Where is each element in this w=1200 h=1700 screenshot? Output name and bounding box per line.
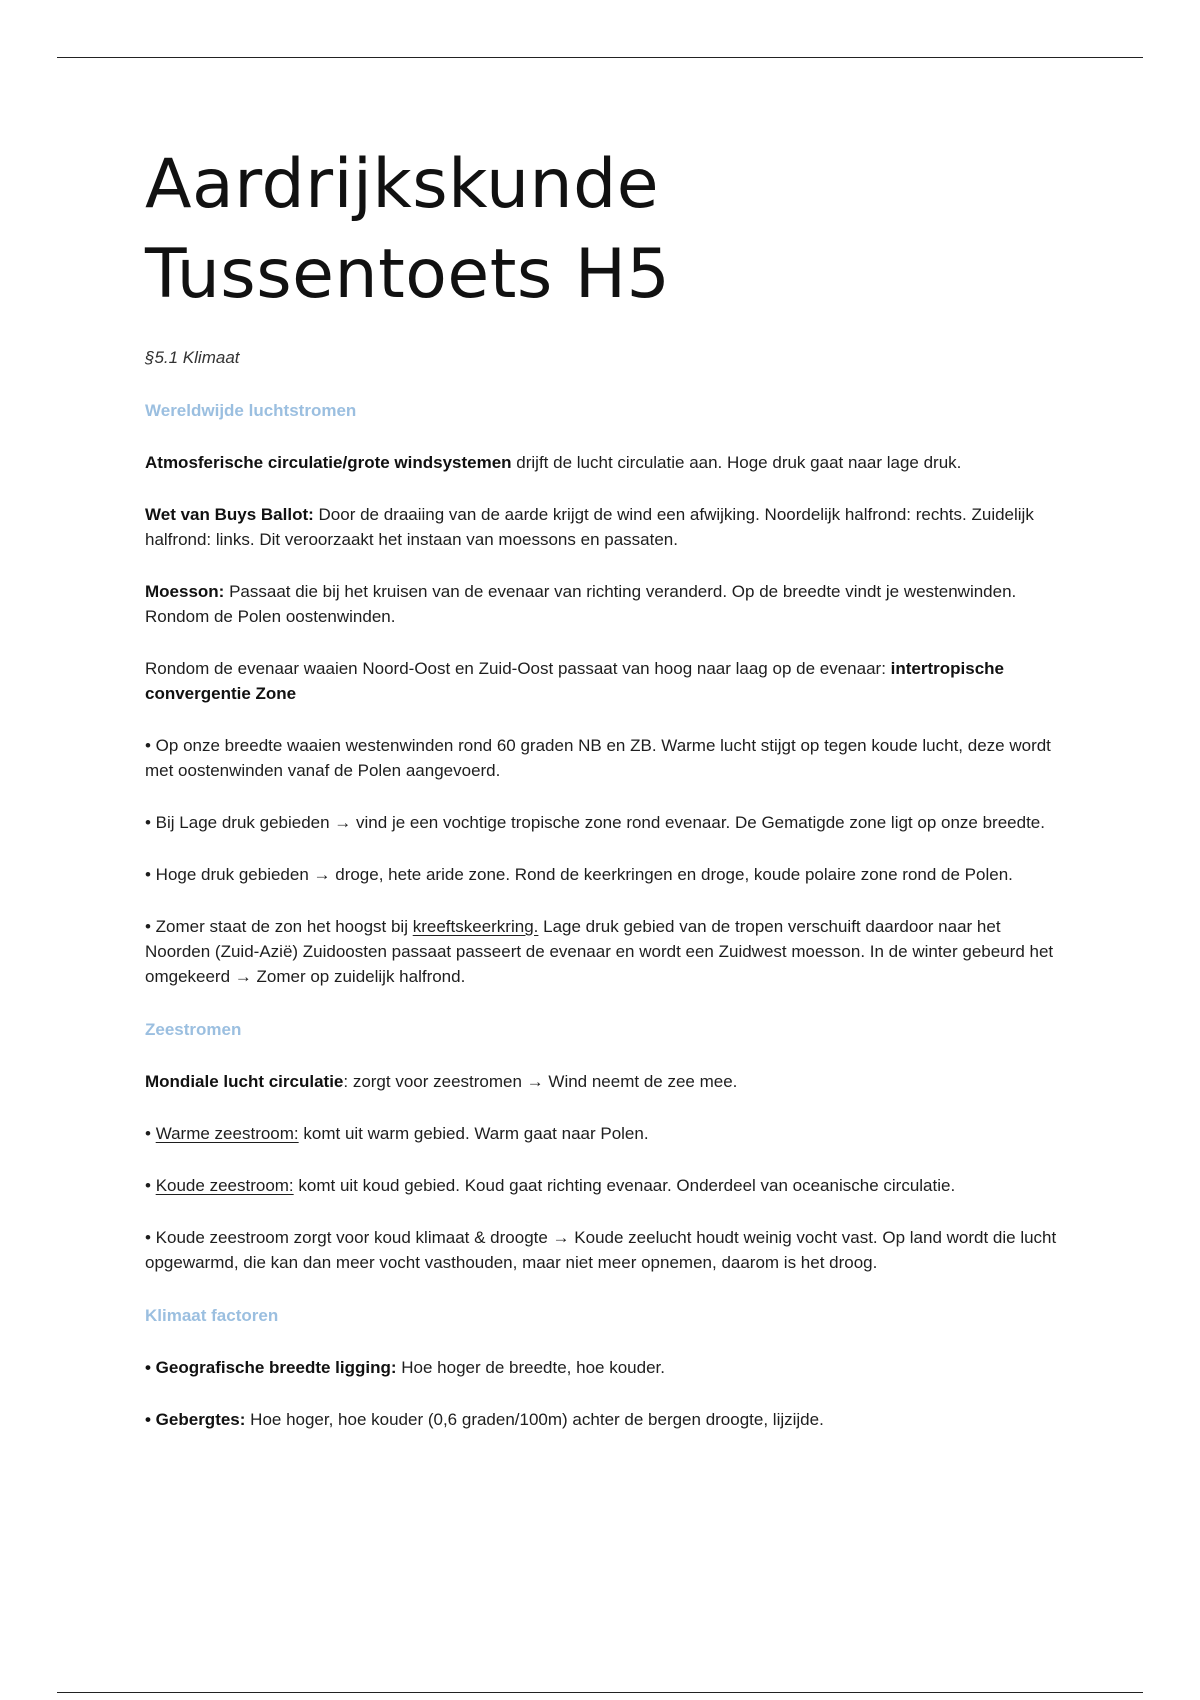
text: Lage druk gebied van de tropen verschuift daardoor naar het Noorden (Zuid-Azië) Zuidoosten passaat passeert de evenaar en wordt een Zuidwest moesson. In de winter gebeurd het omgekeerd → Zomer op zuidelijk halfrond.	[145, 917, 1054, 986]
top-rule	[57, 57, 1143, 58]
paragraph-moesson	[145, 579, 1065, 629]
term: intertropische convergentie Zone	[145, 659, 1004, 703]
definition: : zorgt voor zeestromen → Wind neemt de zee mee.	[343, 1072, 738, 1091]
term: Wet van Buys Ballot:	[145, 505, 314, 524]
bullet-gebergtes	[145, 1407, 1065, 1432]
bullet-lage-druk: • Bij Lage druk gebieden → vind je een vochtige tropische zone rond evenaar. De Gematigde zone ligt op onze breedte.	[145, 813, 1045, 832]
text: Rondom de evenaar waaien Noord-Oost en Zuid-Oost passaat van hoog naar laag op de evenaar:	[145, 659, 891, 678]
paragraph-atmosferische-circulatie	[145, 450, 1065, 475]
underlined-term: Warme zeestroom:	[155, 1124, 299, 1143]
bottom-rule	[57, 1692, 1143, 1693]
definition: komt uit warm gebied. Warm gaat naar Polen.	[298, 1124, 649, 1143]
paragraph-buys-ballot	[145, 502, 1065, 552]
subheading-klimaat-factoren: Klimaat factoren	[145, 1306, 279, 1325]
section-heading: §5.1 Klimaat	[145, 348, 240, 367]
term: • Geografische breedte ligging:	[145, 1358, 397, 1377]
term: Mondiale lucht circulatie	[145, 1072, 344, 1091]
bullet: •	[145, 1176, 156, 1195]
term: • Gebergtes:	[145, 1410, 246, 1429]
bullet-westenwinden: • Op onze breedte waaien westenwinden rond 60 graden NB en ZB. Warme lucht stijgt op tegen koude lucht, deze wordt met oostenwinden vanaf de Polen aangevoerd.	[145, 736, 1051, 780]
document-title	[145, 140, 1065, 320]
underlined-term: Koude zeestroom:	[155, 1176, 294, 1195]
definition: Passaat die bij het kruisen van de evenaar van richting veranderd. Op de breedte vindt je westenwinden. Rondom de Polen oostenwinden.	[145, 582, 1017, 626]
subheading-luchtstromen: Wereldwijde luchtstromen	[145, 401, 357, 420]
bullet-koude-zeestroom	[145, 1173, 1065, 1198]
definition: Hoe hoger, hoe kouder (0,6 graden/100m) achter de bergen droogte, lijzijde.	[245, 1410, 824, 1429]
definition: drijft de lucht circulatie aan. Hoge druk gaat naar lage druk.	[511, 453, 962, 472]
bullet-koud-klimaat: • Koude zeestroom zorgt voor koud klimaat & droogte → Koude zeelucht houdt weinig vocht vast. Op land wordt die lucht opgewarmd, die kan dan meer vocht vasthouden, maar niet meer opnemen, daarom is het droog.	[145, 1228, 1057, 1272]
bullet-warme-zeestroom	[145, 1121, 1065, 1146]
bullet: •	[145, 1124, 156, 1143]
paragraph-mondiale-circulatie	[145, 1069, 1065, 1094]
subheading-zeestromen: Zeestromen	[145, 1020, 242, 1039]
paragraph-itcz	[145, 656, 1065, 706]
bullet-hoge-druk: • Hoge druk gebieden → droge, hete aride zone. Rond de keerkringen en droge, koude polaire zone rond de Polen.	[145, 865, 1013, 884]
bullet-geografische-breedte	[145, 1355, 1065, 1380]
text: • Zomer staat de zon het hoogst bij	[145, 917, 413, 936]
term: Atmosferische circulatie/grote windsystemen	[145, 453, 512, 472]
definition: komt uit koud gebied. Koud gaat richting evenaar. Onderdeel van oceanische circulatie.	[293, 1176, 956, 1195]
term: Moesson:	[145, 582, 225, 601]
document-body	[145, 140, 1065, 1432]
bullet-zomer	[145, 914, 1065, 989]
definition: Hoe hoger de breedte, hoe kouder.	[396, 1358, 665, 1377]
definition: Door de draaiing van de aarde krijgt de wind een afwijking. Noordelijk halfrond: rechts. Zuidelijk halfrond: links. Dit veroorzaakt het instaan van moessons en passaten.	[145, 505, 1034, 549]
underlined-term: kreeftskeerkring.	[412, 917, 539, 936]
title-line-1: Aardrijkskunde	[145, 145, 660, 224]
title-line-2: Tussentoets H5	[145, 235, 671, 314]
